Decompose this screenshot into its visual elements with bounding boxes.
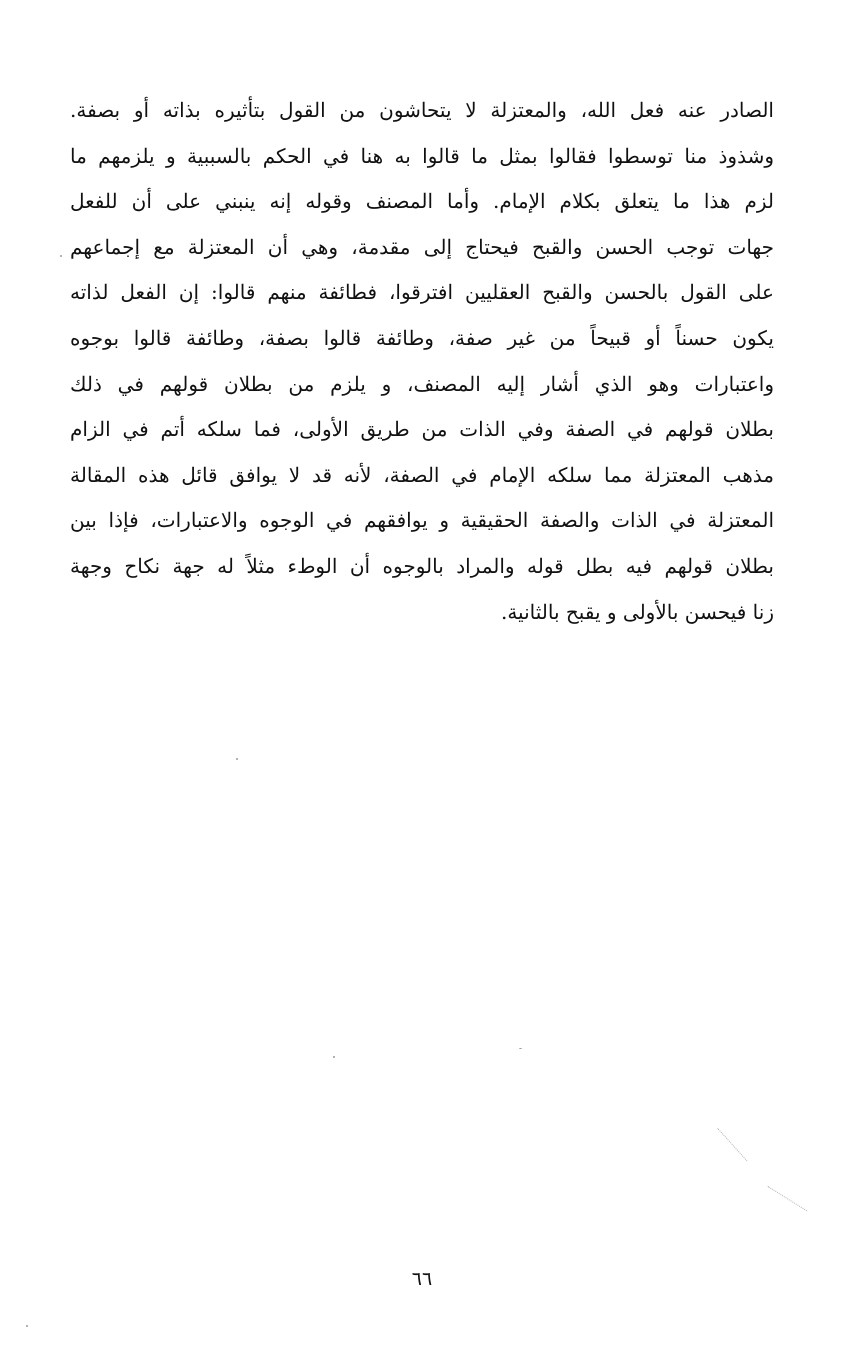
- scan-speck: [519, 1048, 522, 1049]
- scan-scratch: [767, 1186, 807, 1211]
- scan-scratch: [717, 1128, 747, 1161]
- page-number: ٦٦: [411, 1268, 433, 1290]
- text-line-2: وشذوذ منا توسطوا فقالوا بمثل ما قالوا به هنا في الحكم بالسببية و يلزمهم ما: [70, 143, 774, 168]
- text-line-10: المعتزلة في الذات والصفة الحقيقية و يوافقهم في الوجوه والاعتبارات، فإذا بين: [70, 508, 774, 533]
- text-line-1: الصادر عنه فعل الله، والمعتزلة لا يتحاشون من القول بتأثيره بذاته أو بصفة.: [70, 98, 774, 122]
- text-line-5: على القول بالحسن والقبح العقليين افترقوا، فطائفة منهم قالوا: إن الفعل لذاته: [70, 280, 774, 305]
- text-line-8: بطلان قولهم في الصفة وفي الذات من طريق الأولى، فما سلكه أتم في الزام: [70, 417, 774, 442]
- text-line-11: بطلان قولهم فيه بطل قوله والمراد بالوجوه أن الوطء مثلاً له جهة نكاح وجهة: [70, 553, 774, 578]
- text-line-4: جهات توجب الحسن والقبح فيحتاج إلى مقدمة، وهي أن المعتزلة مع إجماعهم: [70, 234, 774, 259]
- scan-speck: [236, 758, 238, 760]
- scan-speck: [60, 255, 62, 257]
- text-line-7: واعتبارات وهو الذي أشار إليه المصنف، و يلزم من بطلان قولهم في ذلك: [70, 371, 774, 396]
- scan-speck: [333, 1056, 335, 1058]
- text-line-3: لزم هذا ما يتعلق بكلام الإمام. وأما المصنف وقوله إنه ينبني على أن للفعل: [70, 189, 774, 214]
- scan-speck: [26, 1325, 28, 1327]
- text-line-9: مذهب المعتزلة مما سلكه الإمام في الصفة، لأنه قد لا يوافق قائل هذه المقالة: [70, 462, 774, 487]
- body-text: [70, 88, 774, 635]
- text-line-12: زنا فيحسن بالأولى و يقبح بالثانية.: [500, 599, 774, 624]
- text-line-6: يكون حسناً أو قبيحاً من غير صفة، وطائفة قالوا بصفة، وطائفة قالوا بوجوه: [70, 325, 774, 350]
